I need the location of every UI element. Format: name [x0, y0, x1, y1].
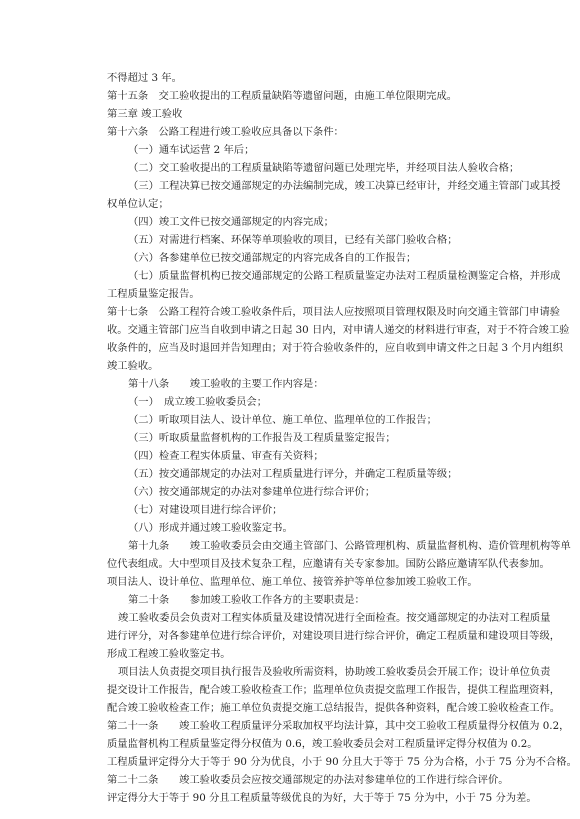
task-5: （五）按交通部规定的办法对工程质量进行评分，并确定工程质量等级； [128, 468, 458, 480]
condition-3-cont: 权单位认定； [107, 198, 169, 210]
article-20: 第二十条 参加竣工验收工作各方的主要职责是： [128, 594, 365, 606]
article-21-cont-1: 质量监督机构工程质量鉴定得分权值为 0.6，竣工验收委员会对工程质量评定得分权值为 0.2。 [107, 738, 538, 750]
text-line: 不得超过 3 年。 [107, 72, 182, 84]
condition-4: （四）竣工文件已按交通部规定的内容完成； [128, 216, 334, 228]
article-21-cont-2: 工程质量评定得分大于等于 90 分为优良，小于 90 分且大于等于 75 分为合格，小于 75 分为不合格。 [107, 756, 577, 768]
chapter-3-heading: 第三章 竣工验收 [107, 108, 183, 120]
article-22-cont: 评定得分大于等于 90 分且工程质量等级优良的为好，大于等于 75 分为中，小于 75 分为差。 [107, 792, 537, 804]
condition-2: （二）交工验收提出的工程质量缺陷等遗留问题已处理完毕，并经项目法人验收合格； [128, 162, 520, 174]
article-19-cont-2: 项目法人、设计单位、监理单位、施工单位、接管养护等单位参加竣工验收工作。 [107, 576, 478, 588]
condition-6: （六）各参建单位已按交通部规定的内容完成各自的工作报告； [128, 252, 417, 264]
task-6: （六）按交通部规定的办法对参建单位进行综合评价； [128, 486, 376, 498]
task-2: （二）听取项目法人、设计单位、施工单位、监理单位的工作报告； [128, 414, 437, 426]
condition-7: （七）质量监督机构已按交通部规定的公路工程质量鉴定办法对工程质量检测鉴定合格，并形成 [128, 270, 561, 282]
condition-1: （一）通车试运营 2 年后； [128, 144, 255, 156]
article-17-cont-2: 收条件的，应当及时退回并告知理由；对于符合验收条件的，应自收到申请文件之日起 3 个月内组织 [107, 342, 563, 354]
article-17: 第十七条 公路工程符合竣工验收条件后，项目法人应按照项目管理权限及时向交通主管部门申请验 [107, 306, 561, 318]
article-17-cont-1: 收。交通主管部门应当自收到申请之日起 30 日内，对申请人递交的材料进行审查，对于不符合竣工验 [107, 324, 570, 336]
article-19-cont-1: 位代表组成。大中型项目及技术复杂工程，应邀请有关专家参加。国防公路应邀请军队代表参加。 [107, 558, 550, 570]
duties-parties: 项目法人负责提交项目执行报告及验收所需资料，协助竣工验收委员会开展工作；设计单位负责 [118, 666, 551, 678]
article-16: 第十六条 公路工程进行竣工验收应具备以下条件： [107, 126, 344, 138]
article-22: 第二十二条 竣工验收委员会应按交通部规定的办法对参建单位的工作进行综合评价。 [107, 774, 509, 786]
condition-5: （五）对需进行档案、环保等单项验收的项目，已经有关部门验收合格； [128, 234, 458, 246]
task-7: （七）对建设项目进行综合评价； [128, 504, 283, 516]
task-8: （八）形成并通过竣工验收鉴定书。 [128, 522, 293, 534]
duties-parties-cont-2: 配合竣工验收检查工作；施工单位负责提交施工总结报告，提供各种资料，配合竣工验收检查工作。 [107, 702, 561, 714]
article-18: 第十八条 竣工验收的主要工作内容是： [128, 378, 324, 390]
task-3: （三）听取质量监督机构的工作报告及工程质量鉴定报告； [128, 432, 396, 444]
article-15: 第十五条 交工验收提出的工程质量缺陷等遗留问题，由施工单位限期完成。 [107, 90, 458, 102]
duties-parties-cont-1: 提交设计工作报告，配合竣工验收检查工作；监理单位负责提交监理工作报告，提供工程监理资料， [107, 684, 561, 696]
duties-committee-cont-2: 形成工程竣工验收鉴定书。 [107, 648, 231, 660]
condition-7-cont: 工程质量鉴定报告。 [107, 288, 200, 300]
task-1: （一） 成立竣工验收委员会； [128, 396, 268, 408]
duties-committee-cont-1: 进行评分，对各参建单位进行综合评价，对建设项目进行综合评价，确定工程质量和建设项目等级， [107, 630, 561, 642]
task-4: （四）检查工程实体质量、审查有关资料； [128, 450, 324, 462]
condition-3: （三）工程决算已按交通部规定的办法编制完成，竣工决算已经审计，并经交通主管部门或其授 [128, 180, 561, 192]
duties-committee: 竣工验收委员会负责对工程实体质量及建设情况进行全面检查。按交通部规定的办法对工程质量 [118, 612, 551, 624]
article-21: 第二十一条 竣工验收工程质量评分采取加权平均法计算，其中交工验收工程质量得分权值为 0.2， [107, 720, 570, 732]
article-19: 第十九条 竣工验收委员会由交通主管部门、公路管理机构、质量监督机构、造价管理机构等单 [128, 540, 571, 552]
article-17-cont-3: 竣工验收。 [107, 360, 159, 372]
